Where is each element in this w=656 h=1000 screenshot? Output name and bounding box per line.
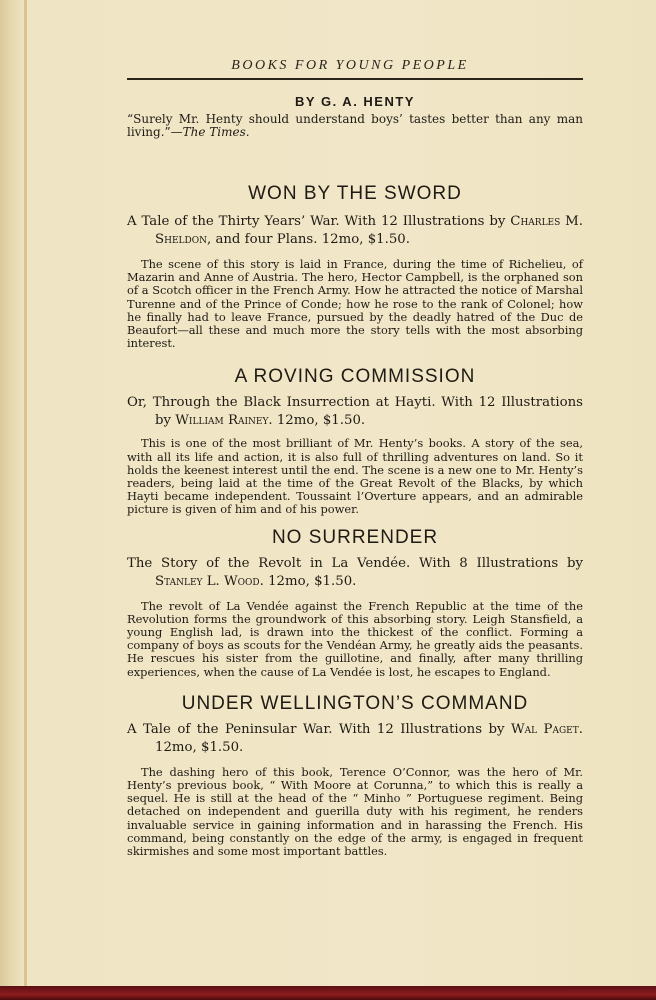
quote-text: “Surely Mr. Henty should understand boys’ tastes better than any man living.”— bbox=[127, 112, 583, 139]
book-subtitle bbox=[127, 213, 583, 249]
book-title: WON BY THE SWORD bbox=[248, 183, 462, 204]
header-rule bbox=[127, 78, 583, 80]
book-description: The scene of this story is laid in France, during the time of Richelieu, of Mazarin and Anne of Austria. The hero, Hector Campbell, is the orphaned son of a Scotch officer in the French Army. How he attracted the notice of Marshal Turenne and of the Prince of Conde; how he rose to the rank of Colonel; how he finally had to leave France, pursued by the deadly hatred of the Duc de Beaufort—all these and much more the story tells with the most absorbing interest. bbox=[127, 257, 583, 351]
illustrator-name: Charles M. Sheldon bbox=[155, 214, 583, 247]
book-subtitle bbox=[127, 394, 583, 430]
illustrator-name: Wal Paget bbox=[510, 721, 579, 737]
illustrator-name: Stanley L. Wood bbox=[155, 573, 260, 589]
press-quote bbox=[127, 113, 583, 139]
subtitle-lead: Or, Through the Black Insurrection at Hayti. With 12 Illustrations by bbox=[127, 395, 583, 429]
book-subtitle bbox=[127, 721, 583, 757]
subtitle-lead: A Tale of the Peninsular War. With 12 Illustrations by bbox=[127, 721, 511, 737]
subtitle-lead: A Tale of the Thirty Years’ War. With 12 Illustrations by bbox=[127, 214, 511, 229]
subtitle-tail: , and four Plans. 12mo, $1.50. bbox=[206, 232, 410, 247]
subtitle-tail: . 12mo, $1.50. bbox=[259, 573, 357, 589]
subtitle-tail: . 12mo, $1.50. bbox=[268, 413, 366, 429]
book-title: A ROVING COMMISSION bbox=[234, 366, 476, 388]
book-description: The dashing hero of this book, Terence O’Connor, was the hero of Mr. Henty’s previous book, “ With Moore at Corunna,” to which this is really a sequel. He is still at the head of the “ Minho ” Portuguese regiment. Being detached on independent and guerilla duty with his regiment, he renders invaluable service in gaining information and in harassing the French. His command, being constantly on the edge of the army, is engaged in frequent skirmishes and some most important battles. bbox=[127, 764, 583, 859]
illustrator-name: William Rainey bbox=[175, 413, 269, 429]
page-content bbox=[127, 88, 583, 858]
quote-source: The Times. bbox=[182, 125, 250, 139]
gutter-shadow bbox=[24, 0, 27, 1000]
book-subtitle bbox=[127, 555, 583, 591]
author-line: BY G. A. HENTY bbox=[295, 94, 415, 109]
subtitle-lead: The Story of the Revolt in La Vendée. With 8 Illustrations by bbox=[127, 555, 583, 571]
book-description: The revolt of La Vendée against the French Republic at the time of the Revolution forms the groundwork of this absorbing story. Leigh Stansfield, a young English lad, is drawn into the thickest of the conflict. Forming a company of boys as scouts for the Vendéan Army, he greatly aids the peasants. He rescues his sister from the guillotine, and finally, after many thrilling experiences, when the cause of La Vendée is lost, he escapes to England. bbox=[127, 598, 583, 679]
running-head: BOOKS FOR YOUNG PEOPLE bbox=[231, 58, 469, 73]
book-title: NO SURRENDER bbox=[271, 526, 439, 548]
subtitle-tail: . 12mo, $1.50. bbox=[155, 721, 583, 755]
book-title: UNDER WELLINGTON’S COMMAND bbox=[181, 692, 529, 714]
book-description: This is one of the most brilliant of Mr. Henty’s books. A story of the sea, with all its life and action, it is also full of thrilling adventures on land. So it holds the keenest interest until the end. The scene is a new one to Mr. Henty’s readers, being laid at the time of the Great Revolt of the Blacks, by which Hayti became independent. Toussaint l’Overture appears, and an admirable picture is given of him and of his power. bbox=[127, 436, 583, 517]
cover-edge-band bbox=[0, 986, 656, 1000]
